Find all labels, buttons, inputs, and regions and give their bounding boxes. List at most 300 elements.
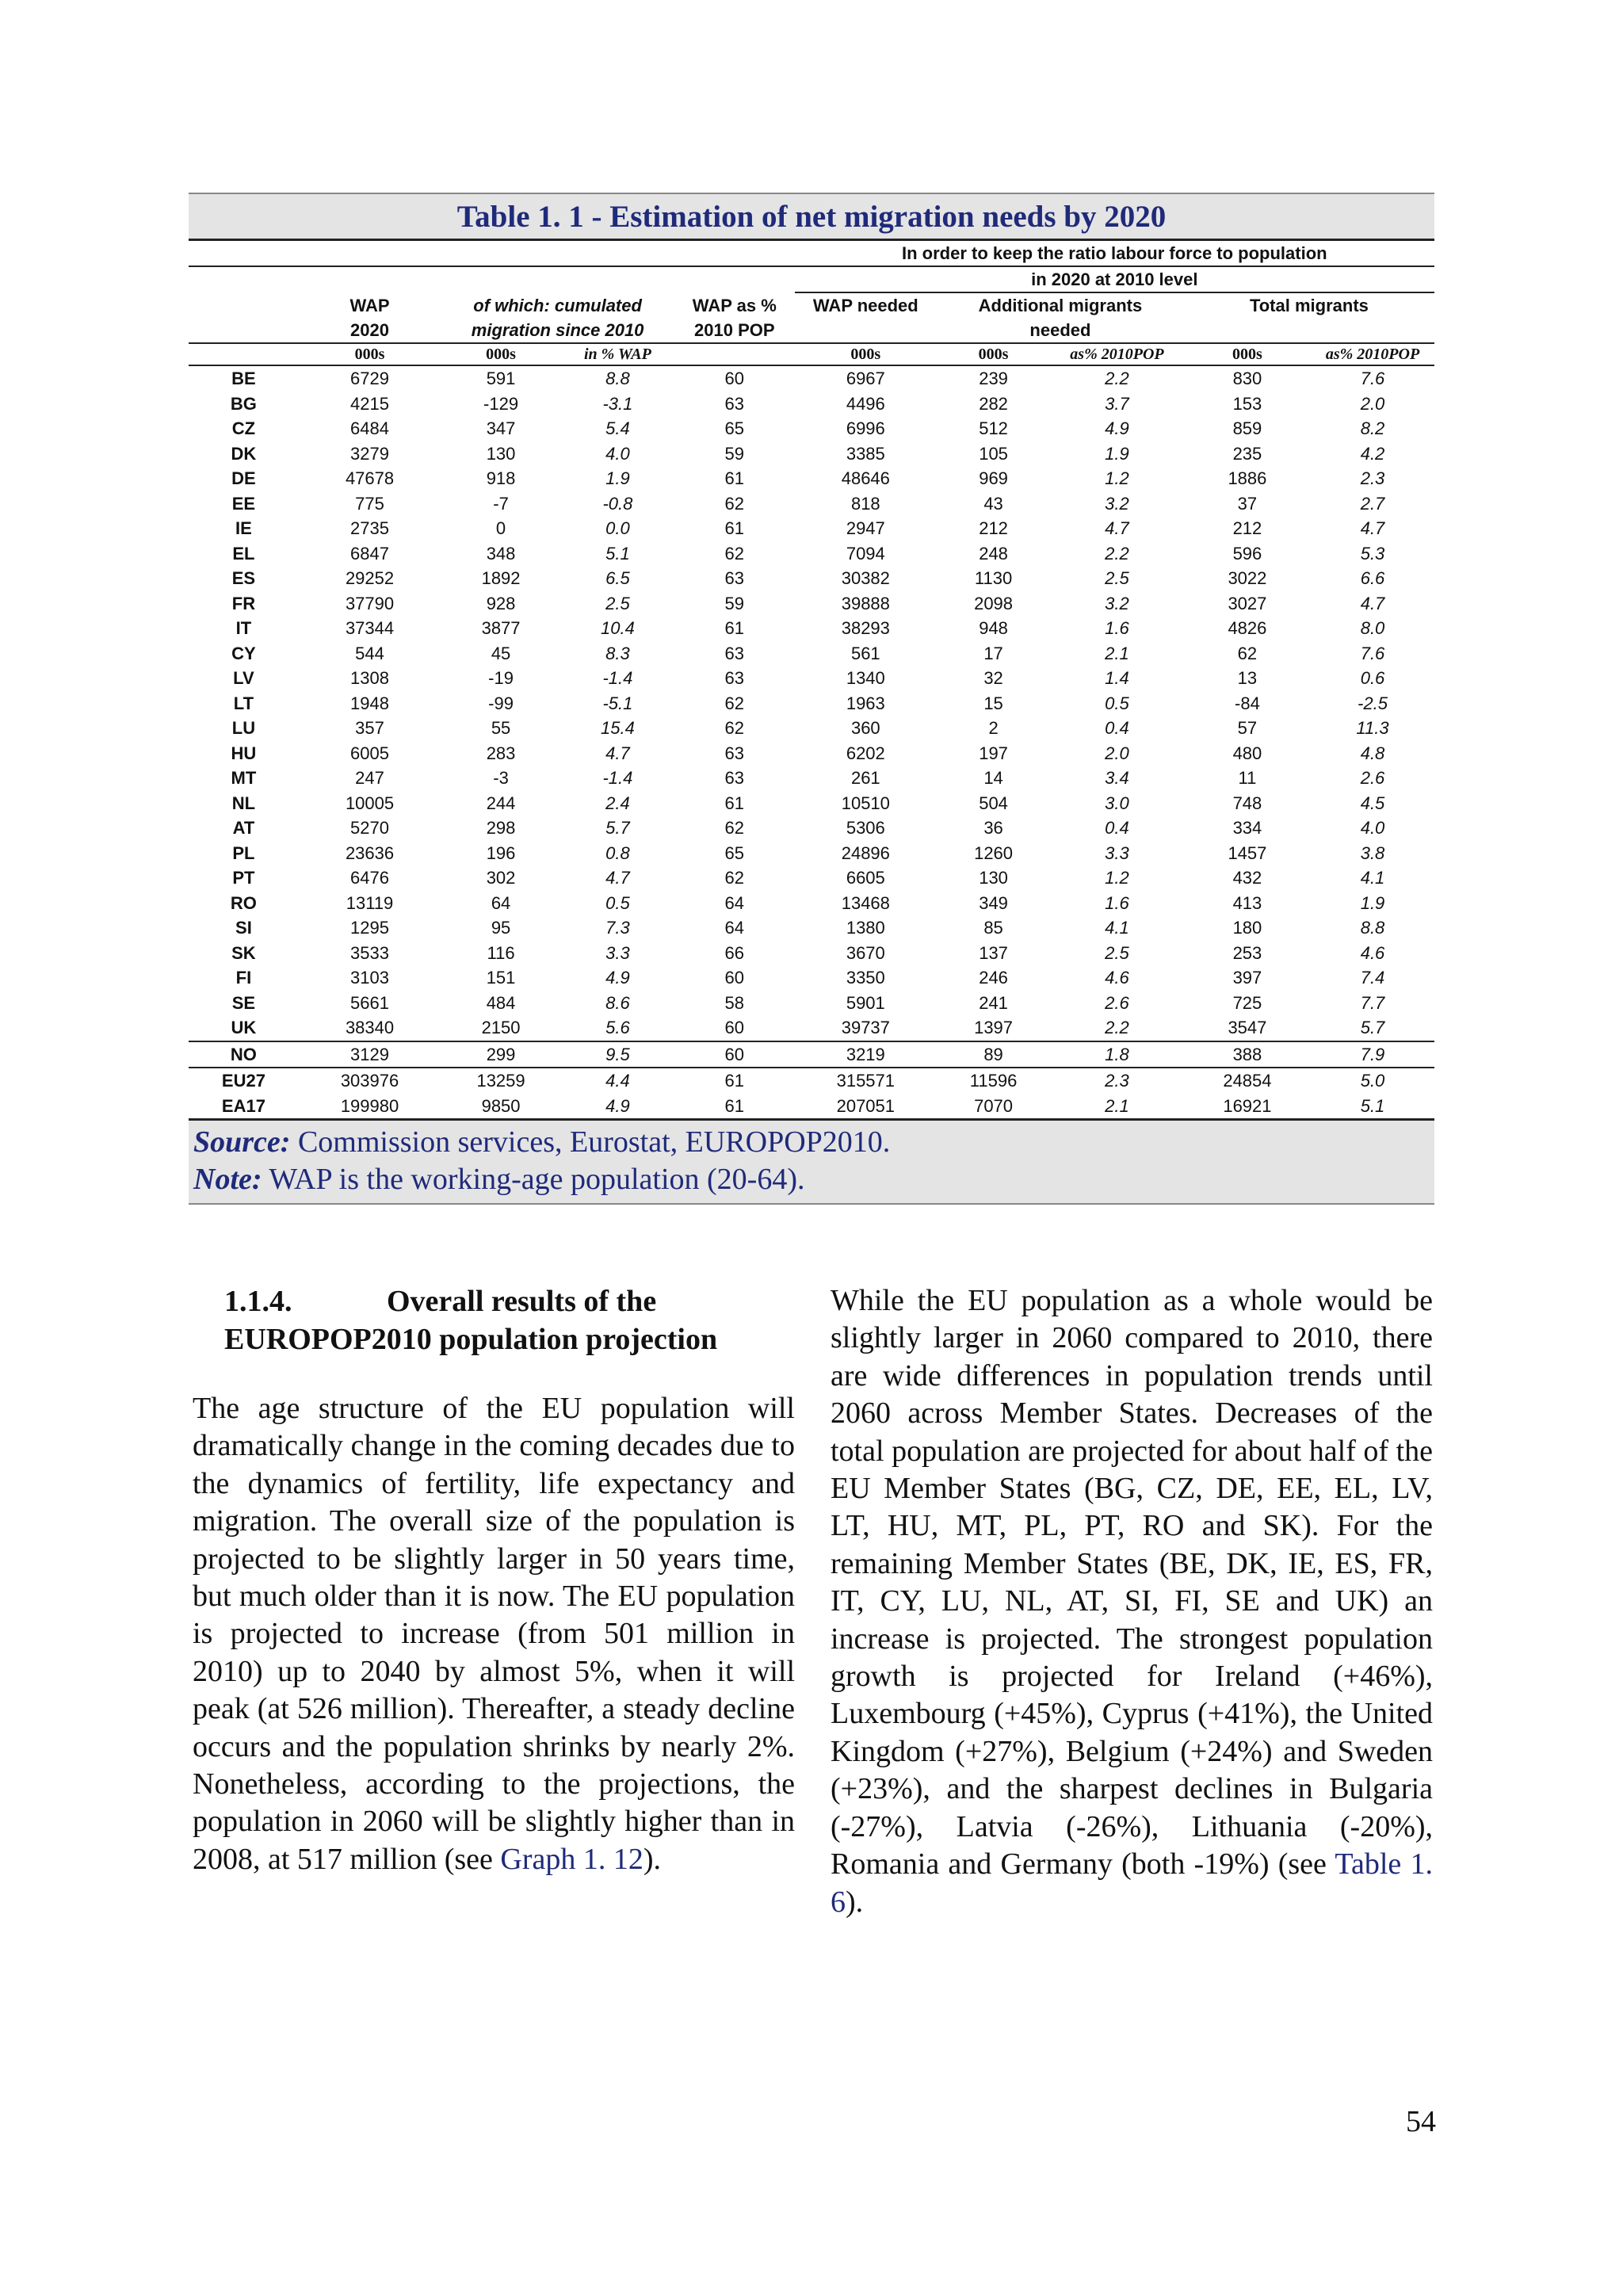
value-cell: 197: [979, 743, 1008, 763]
value-cell: 3022: [1228, 568, 1267, 588]
country-code-cell: CY: [231, 643, 256, 663]
value-cell: 4.5: [1360, 793, 1385, 813]
value-cell: 244: [486, 793, 516, 813]
value-cell: 4.0: [605, 443, 630, 464]
right-paragraph-tail: ).: [846, 1885, 864, 1919]
value-cell: 1130: [974, 568, 1013, 588]
table-row: [189, 516, 1434, 541]
value-cell: 5.3: [1360, 543, 1385, 563]
table-row: [189, 616, 1434, 641]
value-cell: 5.7: [605, 818, 630, 838]
header-wap-year: 2020: [350, 320, 389, 340]
value-cell: 5901: [846, 992, 885, 1013]
value-cell: 5.1: [1311, 1094, 1434, 1120]
table-row: [189, 1094, 1434, 1120]
country-code-cell: DE: [231, 468, 256, 488]
unit-cell: 000s: [1184, 343, 1311, 365]
value-cell: 969: [979, 468, 1008, 488]
table-row: [189, 541, 1434, 567]
country-code-cell: BE: [231, 369, 256, 388]
value-cell: 596: [1232, 543, 1262, 563]
value-cell: 5.1: [605, 543, 630, 563]
table-row: [189, 491, 1434, 517]
value-cell: 59: [724, 443, 745, 464]
section-heading: [224, 1282, 795, 1358]
value-cell: 61: [724, 793, 745, 813]
table-row: [189, 991, 1434, 1016]
value-cell: 13468: [841, 892, 890, 913]
value-cell: 63: [724, 643, 745, 663]
value-cell: 7070: [937, 1094, 1050, 1120]
value-cell: 59: [724, 593, 745, 613]
value-cell: 7.9: [1311, 1041, 1434, 1068]
value-cell: 85: [983, 918, 1003, 938]
value-cell: 58: [724, 992, 745, 1013]
value-cell: 1892: [481, 568, 521, 588]
value-cell: 6729: [350, 369, 389, 388]
value-cell: 62: [724, 693, 745, 713]
country-code-cell: EL: [232, 543, 255, 563]
value-cell: 480: [1232, 743, 1262, 763]
value-cell: 4.0: [1360, 818, 1385, 838]
value-cell: 6.6: [1360, 568, 1385, 588]
value-cell: 11.3: [1356, 718, 1389, 738]
group-header-line2: in 2020 at 2010 level: [795, 266, 1434, 292]
value-cell: 2.3: [1105, 1071, 1129, 1091]
value-cell: 7.6: [1360, 369, 1385, 388]
value-cell: 504: [979, 793, 1008, 813]
value-cell: 4.2: [1360, 443, 1385, 464]
value-cell: 0: [495, 518, 506, 538]
value-cell: 65: [724, 842, 745, 863]
header-wap-pop: WAP as %: [692, 295, 777, 315]
section-title-line1: Overall results of the: [387, 1285, 657, 1318]
table-row: [189, 965, 1434, 991]
unit-cell: 000s: [299, 343, 441, 365]
value-cell: 2.6: [1105, 992, 1129, 1013]
value-cell: 315571: [836, 1071, 896, 1091]
value-cell: -129: [483, 393, 519, 414]
section-number: 1.1.4.: [224, 1285, 292, 1318]
value-cell: 45: [491, 643, 511, 663]
value-cell: 0.4: [1105, 718, 1129, 738]
table-row: [189, 1041, 1434, 1068]
country-code-cell: CZ: [231, 418, 256, 438]
country-code-cell: SK: [231, 942, 256, 963]
table-row: [189, 766, 1434, 791]
table-row: [189, 591, 1434, 617]
value-cell: 484: [486, 992, 516, 1013]
value-cell: 2.5: [605, 593, 630, 613]
value-cell: 928: [486, 593, 516, 613]
value-cell: 1886: [1228, 468, 1267, 488]
value-cell: 13259: [476, 1071, 525, 1091]
value-cell: 2098: [974, 593, 1014, 613]
value-cell: 2735: [350, 518, 389, 538]
value-cell: 61: [674, 1094, 795, 1120]
value-cell: 246: [979, 968, 1008, 988]
table-row: [189, 641, 1434, 667]
value-cell: 4.7: [1105, 518, 1129, 538]
value-cell: 13: [1237, 668, 1258, 688]
value-cell: 1380: [846, 918, 885, 938]
value-cell: 388: [1184, 1041, 1311, 1068]
value-cell: 561: [850, 643, 880, 663]
left-paragraph-text: The age structure of the EU population will dramatically change in the coming decades due to the dynamics of fertility, life expectancy and migration. The overall size of the population is projected to be slightly larger in 50 years time, but much older than it is now. The EU population is projected to increase (from 501 million in 2010) up to 2040 by almost 5%, when it will peak (at 526 million). Thereafter, a steady decline occurs and the population shrinks by nearly 2%. Nonetheless, according to the projections, the population in 2060 will be slightly higher than in 2008, at 517 million (see: [193, 1392, 795, 1876]
value-cell: 241: [979, 992, 1008, 1013]
group-header-row-2: [189, 266, 1434, 292]
value-cell: 7.4: [1360, 968, 1385, 988]
value-cell: 283: [486, 743, 516, 763]
header-total: Total migrants: [1249, 296, 1369, 315]
value-cell: 15: [983, 693, 1003, 713]
value-cell: 29252: [345, 568, 395, 588]
value-cell: 3533: [350, 942, 389, 963]
table-row: [189, 791, 1434, 816]
value-cell: 0.0: [605, 518, 630, 538]
value-cell: 38293: [841, 618, 890, 638]
value-cell: 4.7: [1360, 518, 1385, 538]
value-cell: 248: [979, 543, 1008, 563]
value-cell: 105: [979, 443, 1008, 464]
table-reference-link[interactable]: Table 1. 6: [831, 1847, 1433, 1919]
note-line: [193, 1161, 1430, 1198]
value-cell: 8.8: [605, 369, 630, 388]
value-cell: 2.0: [1105, 743, 1129, 763]
right-column: [831, 1282, 1433, 1921]
value-cell: 212: [1232, 518, 1262, 538]
value-cell: 39888: [841, 593, 890, 613]
country-code-cell: NL: [231, 793, 256, 813]
value-cell: -3: [493, 768, 509, 788]
country-code-cell: IT: [235, 618, 252, 638]
value-cell: 116: [487, 942, 515, 963]
migration-table: [189, 241, 1434, 1121]
table-row: [189, 716, 1434, 741]
country-code-cell: NO: [189, 1041, 299, 1068]
value-cell: 235: [1232, 443, 1262, 464]
value-cell: 3219: [795, 1041, 937, 1068]
migration-table-block: [189, 193, 1434, 1205]
graph-reference-link[interactable]: Graph 1. 12: [500, 1842, 643, 1876]
value-cell: 8.3: [605, 643, 630, 663]
value-cell: 24896: [841, 842, 890, 863]
table-row: [189, 941, 1434, 966]
value-cell: 6005: [350, 743, 389, 763]
value-cell: 8.0: [1360, 618, 1385, 638]
value-cell: 2.1: [1050, 1094, 1184, 1120]
table-row: [189, 1068, 1434, 1094]
value-cell: 14: [983, 768, 1003, 788]
value-cell: 4.7: [605, 868, 630, 888]
value-cell: 16921: [1184, 1094, 1311, 1120]
value-cell: 39737: [841, 1018, 890, 1037]
value-cell: 3547: [1228, 1018, 1267, 1037]
value-cell: 13119: [346, 892, 394, 913]
value-cell: 334: [1232, 818, 1262, 838]
value-cell: 830: [1232, 369, 1262, 388]
value-cell: 37: [1237, 493, 1258, 514]
country-code-cell: PT: [232, 868, 255, 888]
value-cell: 6847: [350, 543, 389, 563]
value-cell: 1295: [350, 918, 389, 938]
value-cell: 62: [724, 818, 745, 838]
value-cell: 4496: [846, 393, 885, 414]
country-code-cell: UK: [231, 1018, 257, 1037]
value-cell: 65: [724, 418, 745, 438]
value-cell: 2.5: [1105, 942, 1129, 963]
page-number: 54: [1406, 2105, 1436, 2138]
value-cell: 1457: [1228, 842, 1267, 863]
left-paragraph: [193, 1390, 795, 1878]
header-wap-pop-2: 2010 POP: [694, 320, 775, 340]
note-text: WAP is the working-age population (20-64).: [262, 1163, 805, 1196]
value-cell: 1.2: [1105, 468, 1129, 488]
value-cell: 60: [724, 369, 745, 388]
value-cell: 432: [1232, 868, 1262, 888]
value-cell: 37790: [345, 593, 395, 613]
value-cell: 1.6: [1105, 892, 1129, 913]
value-cell: 2.3: [1360, 468, 1385, 488]
section-title-line2: EUROPOP2010 population projection: [224, 1323, 718, 1356]
header-additional: Additional migrants: [978, 296, 1143, 315]
value-cell: 6967: [846, 369, 885, 388]
value-cell: 5270: [350, 818, 389, 838]
value-cell: 357: [355, 718, 384, 738]
value-cell: 61: [724, 1071, 745, 1091]
header-cumulated: of which: cumulated: [473, 295, 642, 315]
country-code-cell: FR: [231, 593, 256, 613]
value-cell: 4.6: [1105, 968, 1129, 988]
value-cell: 60: [674, 1041, 795, 1068]
value-cell: 1.6: [1105, 618, 1129, 638]
value-cell: 32: [983, 668, 1003, 688]
value-cell: 4.9: [561, 1094, 674, 1120]
table-row: [189, 566, 1434, 591]
value-cell: -0.8: [602, 493, 633, 514]
value-cell: 24854: [1223, 1071, 1272, 1091]
country-code-cell: LT: [233, 693, 254, 713]
table-row: [189, 666, 1434, 691]
table-row: [189, 915, 1434, 941]
value-cell: 137: [979, 942, 1008, 963]
value-cell: 6.5: [605, 568, 630, 588]
value-cell: 212: [979, 518, 1008, 538]
value-cell: 6605: [846, 868, 885, 888]
left-column: [193, 1282, 795, 1878]
table-row: [189, 466, 1434, 491]
value-cell: 7094: [846, 543, 885, 563]
table-row: [189, 841, 1434, 866]
value-cell: 282: [979, 393, 1008, 414]
value-cell: 4.9: [605, 968, 630, 988]
header-additional-needed: needed: [1029, 320, 1091, 340]
value-cell: 512: [979, 418, 1008, 438]
table-row: [189, 865, 1434, 891]
country-code-cell: MT: [231, 768, 257, 788]
value-cell: 3350: [846, 968, 885, 988]
value-cell: 7.7: [1360, 992, 1385, 1013]
value-cell: 64: [724, 918, 745, 938]
country-code-cell: ES: [231, 568, 256, 588]
value-cell: 544: [355, 643, 384, 663]
value-cell: 3103: [350, 968, 389, 988]
country-code-cell: EE: [231, 493, 256, 514]
value-cell: 6996: [846, 418, 885, 438]
value-cell: 7.6: [1360, 643, 1385, 663]
country-code-cell: BG: [230, 393, 257, 414]
source-text: Commission services, Eurostat, EUROPOP2010.: [290, 1125, 891, 1159]
unit-cell: as% 2010POP: [1050, 343, 1184, 365]
value-cell: 4.9: [1105, 418, 1129, 438]
value-cell: 9.5: [561, 1041, 674, 1068]
value-cell: 11596: [969, 1071, 1018, 1091]
value-cell: 1308: [350, 668, 389, 688]
value-cell: 5306: [846, 818, 885, 838]
unit-cell: in % WAP: [561, 343, 674, 365]
value-cell: 180: [1232, 918, 1262, 938]
value-cell: 61: [724, 618, 745, 638]
value-cell: 3385: [846, 443, 885, 464]
value-cell: -2.5: [1358, 693, 1388, 713]
value-cell: 1963: [846, 693, 885, 713]
country-code-cell: LV: [233, 668, 254, 688]
value-cell: 151: [486, 968, 516, 988]
table-title: Table 1. 1 - Estimation of net migration needs by 2020: [189, 193, 1434, 241]
value-cell: 5.0: [1360, 1071, 1385, 1091]
value-cell: 62: [724, 543, 745, 563]
right-paragraph: [831, 1282, 1433, 1921]
source-label: Source:: [193, 1125, 291, 1159]
country-code-cell: SE: [231, 992, 256, 1013]
value-cell: 30382: [841, 568, 890, 588]
country-code-cell: EU27: [221, 1071, 265, 1091]
value-cell: 3279: [350, 443, 389, 464]
value-cell: 302: [486, 868, 516, 888]
value-cell: -1.4: [602, 768, 633, 788]
value-cell: 64: [491, 892, 511, 913]
value-cell: -5.1: [602, 693, 633, 713]
value-cell: -3.1: [602, 393, 633, 414]
value-cell: 1.8: [1050, 1041, 1184, 1068]
value-cell: 60: [724, 1018, 745, 1037]
value-cell: 95: [491, 918, 511, 938]
value-cell: 10005: [345, 793, 395, 813]
country-code-cell: AT: [232, 818, 255, 838]
value-cell: 348: [486, 543, 516, 563]
value-cell: 2947: [846, 518, 885, 538]
value-cell: 859: [1232, 418, 1262, 438]
value-cell: 3.2: [1105, 593, 1129, 613]
country-code-cell: HU: [231, 743, 257, 763]
country-code-cell: LU: [231, 718, 256, 738]
value-cell: 3.3: [605, 942, 630, 963]
table-row: [189, 1015, 1434, 1041]
value-cell: 10510: [841, 793, 890, 813]
value-cell: 4.1: [1360, 868, 1385, 888]
value-cell: 6484: [350, 418, 389, 438]
value-cell: 8.2: [1360, 418, 1385, 438]
value-cell: 2.4: [605, 793, 630, 813]
value-cell: 1.4: [1105, 668, 1129, 688]
value-cell: 3670: [846, 942, 885, 963]
table-row: [189, 741, 1434, 766]
value-cell: 775: [355, 493, 384, 514]
value-cell: 4.6: [1360, 942, 1385, 963]
value-cell: 8.8: [1360, 918, 1385, 938]
value-cell: 2.2: [1105, 369, 1129, 388]
value-cell: 47678: [345, 468, 395, 488]
value-cell: 3.4: [1105, 768, 1129, 788]
unit-cell: [674, 343, 795, 365]
value-cell: 1.2: [1105, 868, 1129, 888]
unit-cell: 000s: [937, 343, 1050, 365]
value-cell: 63: [724, 743, 745, 763]
country-code-cell: SI: [235, 918, 252, 938]
column-header-row-1: [189, 292, 1434, 318]
value-cell: 3129: [299, 1041, 441, 1068]
value-cell: 17: [983, 643, 1003, 663]
value-cell: 7.3: [605, 918, 630, 938]
value-cell: 2.1: [1105, 643, 1129, 663]
value-cell: 130: [979, 868, 1008, 888]
value-cell: 253: [1232, 942, 1262, 963]
group-header-row-1: [189, 241, 1434, 266]
country-code-cell: FI: [235, 968, 252, 988]
value-cell: 1.9: [1105, 443, 1129, 464]
table-row: [189, 416, 1434, 441]
value-cell: 2.6: [1360, 768, 1385, 788]
value-cell: 239: [979, 369, 1008, 388]
value-cell: 9850: [441, 1094, 561, 1120]
value-cell: -1.4: [602, 668, 633, 688]
value-cell: 948: [979, 618, 1008, 638]
value-cell: 15.4: [601, 718, 635, 738]
value-cell: 748: [1232, 793, 1262, 813]
value-cell: 3.2: [1105, 493, 1129, 514]
right-paragraph-text: While the EU population as a whole would be slightly larger in 2060 compared to 2010, there are wide differences in population trends until 2060 across Member States. Decreases of the total population are projected for about half of the EU Member States (BG, CZ, DE, EE, EL, LV, LT, HU, MT, PL, PT, RO and SK). For the remaining Member States (BE, DK, IE, ES, FR, IT, CY, LU, NL, AT, SI, FI, SE and UK) an increase is projected. The strongest population growth is projected for Ireland (+46%), Luxembourg (+45%), Cyprus (+41%), the United Kingdom (+27%), Belgium (+24%) and Sweden (+23%), and the sharpest declines in Bulgaria (-27%), Latvia (-26%), Lithuania (-20%), Romania and Germany (both -19%) (see: [831, 1284, 1433, 1881]
unit-cell: as% 2010POP: [1311, 343, 1434, 365]
value-cell: 8.6: [605, 992, 630, 1013]
value-cell: 725: [1232, 992, 1262, 1013]
value-cell: 57: [1237, 718, 1258, 738]
value-cell: 63: [724, 668, 745, 688]
table-row: [189, 691, 1434, 716]
value-cell: 10.4: [601, 618, 635, 638]
value-cell: 3027: [1228, 593, 1267, 613]
value-cell: 4.8: [1360, 743, 1385, 763]
value-cell: 130: [486, 443, 516, 464]
country-code-cell: IE: [235, 518, 252, 538]
value-cell: 2: [988, 718, 999, 738]
value-cell: 6476: [350, 868, 389, 888]
value-cell: 2.7: [1360, 493, 1385, 514]
value-cell: 207051: [795, 1094, 937, 1120]
value-cell: 397: [1232, 968, 1262, 988]
value-cell: 43: [983, 493, 1003, 514]
value-cell: 3.3: [1105, 842, 1129, 863]
value-cell: 2.2: [1105, 1018, 1129, 1037]
value-cell: 6202: [846, 743, 885, 763]
left-paragraph-tail: ).: [643, 1842, 662, 1876]
value-cell: 62: [724, 868, 745, 888]
note-label: Note:: [193, 1163, 262, 1196]
value-cell: 3877: [481, 618, 521, 638]
value-cell: -19: [488, 668, 514, 688]
table-row: [189, 441, 1434, 467]
value-cell: 4.7: [1360, 593, 1385, 613]
value-cell: 89: [937, 1041, 1050, 1068]
